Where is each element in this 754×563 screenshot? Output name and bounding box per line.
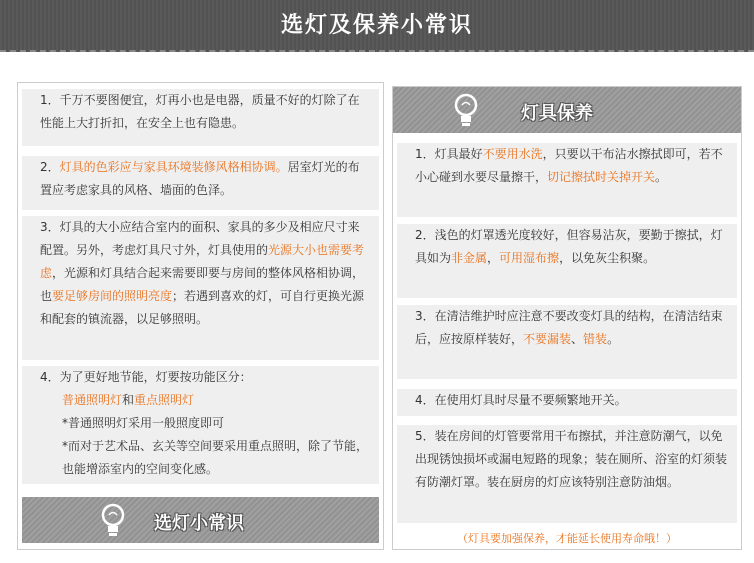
lamp-selection-panel: [17, 82, 384, 550]
item-number: 3．: [40, 220, 60, 234]
and-label: 和: [122, 393, 135, 407]
item-text: 灯具的大小应结合室内的面积、家具的多少及相应尺寸来配置。另外，考虑灯具尺寸外，灯具使用的: [40, 220, 360, 257]
item-text: 浅色的灯罩透光度较好，但容易沾灰，要勤于擦拭，灯具如为: [415, 228, 723, 265]
tip-item-4-line2: *而对于艺术品、玄关等空间要采用重点照明，除了节能，也能增添室内的空间变化感。: [62, 439, 369, 476]
highlighted-text: 要足够房间的照明亮度: [52, 289, 173, 303]
item-number: 4．: [40, 370, 60, 384]
tip-item-2: [22, 156, 379, 210]
item-text: ，光源和灯具结合起来需要即要与房间的整体风格相协调，也: [40, 266, 365, 303]
highlighted-text: 光源大小也需要考虑: [40, 243, 365, 280]
left-footer-title: 选灯小常识: [154, 513, 244, 534]
item-text: ，: [487, 251, 500, 265]
tip-item-3: [22, 216, 379, 360]
lightbulb-icon: [451, 92, 481, 128]
care-item-1: [397, 143, 737, 217]
highlighted-text: 不要漏装: [523, 332, 572, 346]
highlighted-text: 灯具的色彩应与家具环境装修风格相协调。: [59, 160, 288, 174]
lamp-maintenance-panel: [392, 86, 742, 550]
item-number: 5．: [415, 429, 435, 443]
item-number: 2．: [40, 160, 60, 174]
item-number: 1．: [40, 93, 60, 107]
care-item-2: [397, 224, 737, 298]
care-item-4: [397, 389, 737, 416]
item-text: ；若遇到喜欢的灯，可自行更换光源和配套的镇流器，以足够照明。: [40, 289, 365, 326]
tip-item-4-types: [22, 389, 379, 412]
highlighted-text: 非金属: [451, 251, 488, 265]
highlighted-text: 切记擦拭时关掉开关: [547, 170, 656, 184]
item-text: 灯具最好: [434, 147, 483, 161]
item-number: 1．: [415, 147, 435, 161]
item-text: 千万不要图便宜，灯再小也是电器，质量不好的灯除了在性能上大打折扣，在安全上也有隐患。: [40, 93, 360, 130]
item-text: 装在房间的灯管要常用干布擦拭，并注意防潮气，以免出现锈蚀损坏或漏电短路的现象；装在厕所、浴室的灯须装有防潮灯罩。装在厨房的灯应该特别注意防油烟。: [415, 429, 728, 489]
tip-item-4: [22, 366, 379, 484]
item-number: 3．: [415, 309, 435, 323]
item-text: 。: [607, 332, 620, 346]
item-text: 、: [571, 332, 584, 346]
page-title: 选灯及保养小常识: [280, 13, 473, 38]
accent-lighting-label: 重点照明灯: [134, 393, 195, 407]
item-text: 。: [655, 170, 668, 184]
item-text: 为了更好地节能，灯要按功能区分：: [59, 370, 252, 384]
right-header-title: 灯具保养: [521, 103, 593, 124]
tip-item-1: [22, 89, 379, 146]
highlighted-text: 不要用水洗: [482, 147, 543, 161]
left-footer-bar: [22, 497, 379, 543]
general-lighting-label: 普通照明灯: [62, 393, 123, 407]
highlighted-text: 可用湿布擦: [499, 251, 560, 265]
item-text: ，以免灰尘积聚。: [559, 251, 656, 265]
item-text: 在清洁维护时应注意不要改变灯具的结构，在清洁结束后，应按原样装好，: [415, 309, 723, 346]
item-text: 在使用灯具时尽量不要频繁地开关。: [434, 393, 627, 407]
item-text: ，只要以干布沾水擦拭即可，若不小心碰到水要尽量擦干，: [415, 147, 723, 184]
item-text: 居室灯光的布置应考虑家具的风格、墙面的色泽。: [40, 160, 360, 197]
care-item-5: [397, 425, 737, 523]
lightbulb-icon: [98, 502, 128, 538]
care-footnote: （灯具要加强保养，才能延长使用寿命哦！）: [457, 532, 677, 545]
tip-item-4-line1: *普通照明灯采用一般照度即可: [62, 416, 225, 430]
item-number: 4．: [415, 393, 435, 407]
right-header-bar: [393, 87, 741, 133]
care-item-3: [397, 305, 737, 379]
highlighted-text: 错装: [583, 332, 608, 346]
top-banner: [0, 0, 754, 52]
item-number: 2．: [415, 228, 435, 242]
